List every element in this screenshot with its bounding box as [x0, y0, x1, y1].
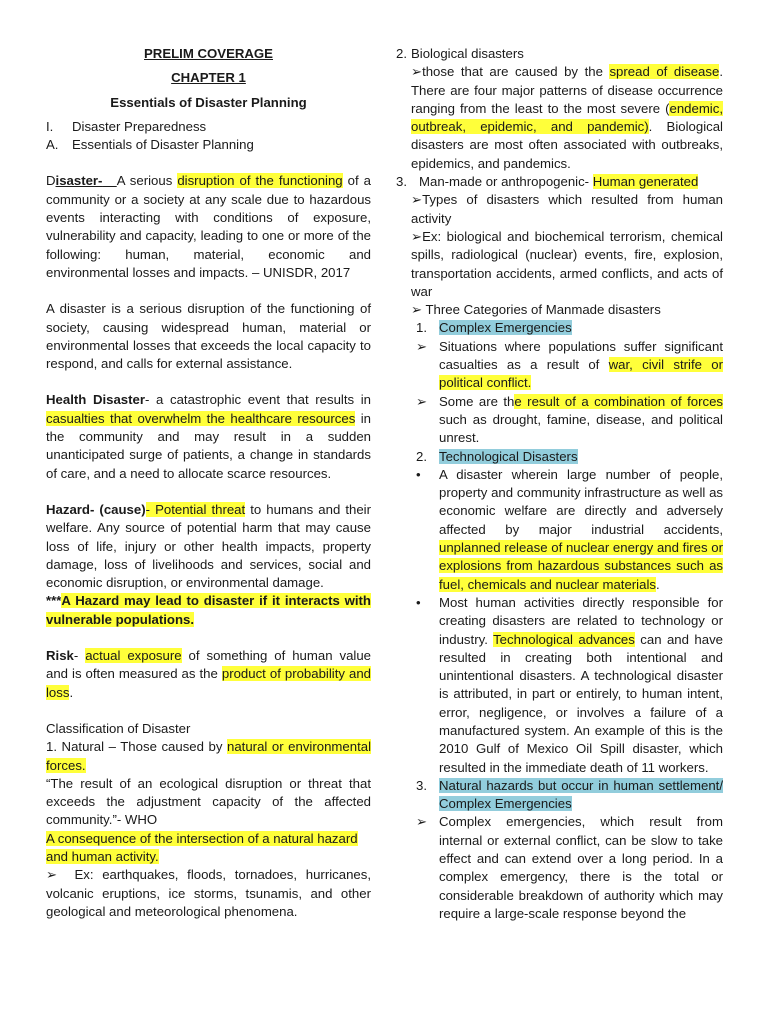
- right-column: [396, 45, 723, 923]
- list-marker: 2.: [416, 448, 427, 464]
- highlighted-text: product of probability and loss: [46, 666, 372, 700]
- manmade-heading: [396, 173, 723, 191]
- arrow-bullet-icon: ➢: [411, 64, 423, 80]
- biological-heading: [396, 45, 723, 63]
- prelim-coverage-title: PRELIM COVERAGE: [144, 46, 273, 61]
- risk-term: Risk: [46, 648, 74, 664]
- definition-text: .: [69, 684, 74, 700]
- dot-bullet-icon: •: [416, 466, 421, 482]
- definition-text: Three Categories of Manmade disasters: [425, 302, 661, 318]
- highlighted-text: casualties that overwhelm the healthcare resources: [46, 410, 356, 426]
- definition-text: .: [655, 576, 660, 592]
- manmade-examples: [396, 228, 723, 301]
- natural-hazards-title: [439, 777, 723, 814]
- health-disaster-definition: [46, 391, 371, 482]
- definition-text: of something of human value and is often measured as the: [46, 648, 371, 682]
- list-item: [396, 466, 723, 594]
- hazard-definition: [46, 501, 371, 592]
- highlighted-text: war, civil strife or political conflict.: [439, 357, 723, 391]
- risk-definition: [46, 647, 371, 702]
- disaster-term-gap: [102, 173, 116, 188]
- definition-text: can and have resulted in creating both intentional and unintentional disasters. A technological disaster is attributed, in part or entirely, to human intent, error, negligence, or involves a failure of a manufactured system. An example of this is the 2010 Gulf of Mexico Oil Spill disaster, which resulted in the immediate death of 11 workers.: [439, 631, 724, 775]
- definition-text: of a community or a society at any scale due to hazardous events interacting with conditions of exposure, vulnerability and capacity, leading to one or more of the following: human, material, economic and environmental losses and impacts. – UNISDR, 2017: [46, 173, 371, 280]
- definition-text: - a catastrophic event that results in: [145, 392, 371, 408]
- consequence-line: [46, 830, 371, 867]
- highlighted-text: Technological advances: [493, 631, 635, 647]
- biological-description: [396, 63, 723, 173]
- disaster-term: isaster-: [55, 173, 103, 189]
- outline-text: Disaster Preparedness: [72, 118, 207, 134]
- highlighted-text: Complex Emergencies: [439, 320, 572, 336]
- dot-bullet-icon: •: [416, 594, 421, 610]
- outline-text: Essentials of Disaster Planning: [72, 137, 254, 153]
- examples-text: Ex: earthquakes, floods, tornadoes, hurricanes, volcanic eruptions, ice storms, tsunamis, and other geological and meteorological phenomena.: [46, 867, 375, 919]
- chapter-heading: CHAPTER 1: [171, 70, 246, 86]
- list-item: [396, 594, 723, 777]
- highlighted-text: spread of disease: [609, 64, 720, 80]
- outline-marker: I.: [46, 118, 54, 134]
- highlighted-text: A Hazard may lead to disaster if it interacts with vulnerable populations.: [46, 593, 371, 627]
- natural-examples: [46, 866, 375, 921]
- definition-text: such as drought, famine, disease, and political unrest.: [439, 411, 723, 446]
- definition-text: -: [73, 648, 86, 664]
- list-marker: 3.: [396, 174, 407, 190]
- highlighted-text: Human generated: [592, 174, 699, 190]
- definition-text: to humans and their welfare. Any source of potential harm that may cause loss of life, injury or other health impacts, property damage, loss of livelihoods and services, social and economic disruption, or environmental damage.: [46, 501, 372, 591]
- definition-text: Most human activities directly responsible for creating disasters are related to technology or industry.: [439, 594, 723, 647]
- outline-item-i: [46, 118, 371, 136]
- note-prefix: ***: [46, 593, 62, 609]
- hazard-cause: - (cause): [89, 501, 146, 517]
- definition-text: A disaster wherein large number of people, property and community infrastructure as well as economic welfare are directly and adversely affected by major industrial accidents,: [439, 466, 723, 537]
- highlighted-text: Technological Disasters: [439, 448, 578, 464]
- disaster-paragraph: A disaster is a serious disruption of the functioning of society, causing widespread human, material or environmental losses that exceeds the local capacity to respond, and calls for external assistance.: [46, 301, 371, 372]
- hazard-term: Hazard: [46, 501, 90, 517]
- list-item: [396, 393, 723, 448]
- definition-text: A serious: [116, 173, 178, 189]
- manmade-title: [411, 173, 723, 191]
- chapter-subtitle: Essentials of Disaster Planning: [110, 94, 307, 110]
- list-marker: 2.: [396, 46, 407, 61]
- bullet-text: [439, 466, 723, 594]
- list-marker: 3.: [416, 777, 427, 793]
- disaster-term-initial: D: [46, 173, 56, 189]
- who-quote: “The result of an ecological disruption or threat that exceeds the adjustment capacity of the affected community.”- WHO: [46, 775, 371, 828]
- arrow-bullet-icon: ➢: [411, 192, 423, 208]
- definition-text: Man-made or anthropogenic-: [419, 174, 593, 190]
- classification-heading: Classification of Disaster: [46, 720, 191, 736]
- highlighted-text: A consequence of the intersection of a natural hazard and human activity.: [46, 830, 358, 864]
- bullet-text: Complex emergencies, which result from internal or external conflict, can be slow to take effect and can extend over a long period. In a complex emergency, there is the total or considerable breakdown of authority which may require a large-scale response beyond the: [439, 814, 723, 921]
- definition-text: Situations where populations suffer significant casualties as a result of: [439, 338, 723, 373]
- hazard-note: [46, 592, 371, 629]
- highlighted-text: natural or environmental forces.: [46, 739, 371, 773]
- complex-title: [439, 319, 723, 337]
- highlighted-text: actual exposure: [85, 648, 182, 664]
- highlighted-text: unplanned release of nuclear energy and fires or explosions from hazardous substances such as fuel, chemicals and nuclear materials: [439, 540, 723, 592]
- arrow-bullet-icon: ➢: [411, 228, 423, 244]
- technological-title: [439, 448, 723, 466]
- natural-definition: [46, 738, 371, 775]
- bullet-text: [439, 594, 723, 777]
- arrow-bullet-icon: ➢: [411, 302, 423, 318]
- definition-text: . Biological disasters are most often associated with outbreaks, epidemics, and pandemics.: [411, 119, 723, 171]
- arrow-bullet-icon: ➢: [416, 814, 428, 830]
- highlighted-text: - Potential threat: [145, 501, 246, 517]
- biological-title: Biological disasters: [411, 46, 524, 61]
- manmade-categories: [396, 301, 723, 319]
- list-item: [396, 813, 723, 923]
- definition-text: Some are th: [439, 393, 515, 409]
- bullet-text: [439, 338, 723, 393]
- left-column: [46, 45, 375, 921]
- natural-hazards-heading: [396, 777, 723, 814]
- list-item: [396, 338, 723, 393]
- arrow-bullet-icon: ➢: [416, 393, 428, 409]
- highlighted-text: e result of a combination of forces: [514, 393, 723, 409]
- definition-text: those that are caused by the: [422, 64, 610, 80]
- highlighted-text: Natural hazards but occur in human settlement/ Complex Emergencies: [439, 777, 723, 812]
- arrow-bullet-icon: ➢: [416, 338, 428, 354]
- definition-text: . There are four major patterns of disease occurrence ranging from the least to the most severe (: [411, 64, 723, 116]
- list-marker: 1.: [416, 320, 427, 336]
- outline-item-a: [46, 136, 371, 154]
- highlighted-text: disruption of the functioning: [177, 173, 343, 189]
- arrow-bullet-icon: ➢: [46, 867, 58, 883]
- definition-text: Types of disasters which resulted from human activity: [411, 192, 723, 226]
- technological-heading: [396, 448, 723, 466]
- bullet-text: [439, 393, 723, 448]
- manmade-types: [396, 191, 723, 228]
- complex-emergencies-heading: [396, 319, 723, 337]
- definition-text: Ex: biological and biochemical terrorism, chemical spills, radiological (nuclear) events, fire, explosion, transportation accidents, armed conflicts, and acts of war: [411, 228, 723, 299]
- definition-text: 1. Natural – Those caused by: [46, 739, 228, 755]
- highlighted-text: endemic, outbreak, epidemic, and pandemic): [411, 100, 723, 135]
- disaster-definition: [46, 172, 371, 282]
- definition-text: in the community and may result in a sudden unanticipated surge of patients, a change in standards of care, and a need to allocate scarce resources.: [46, 410, 371, 481]
- health-disaster-term: Health Disaster: [46, 392, 145, 408]
- outline-marker: A.: [46, 137, 59, 153]
